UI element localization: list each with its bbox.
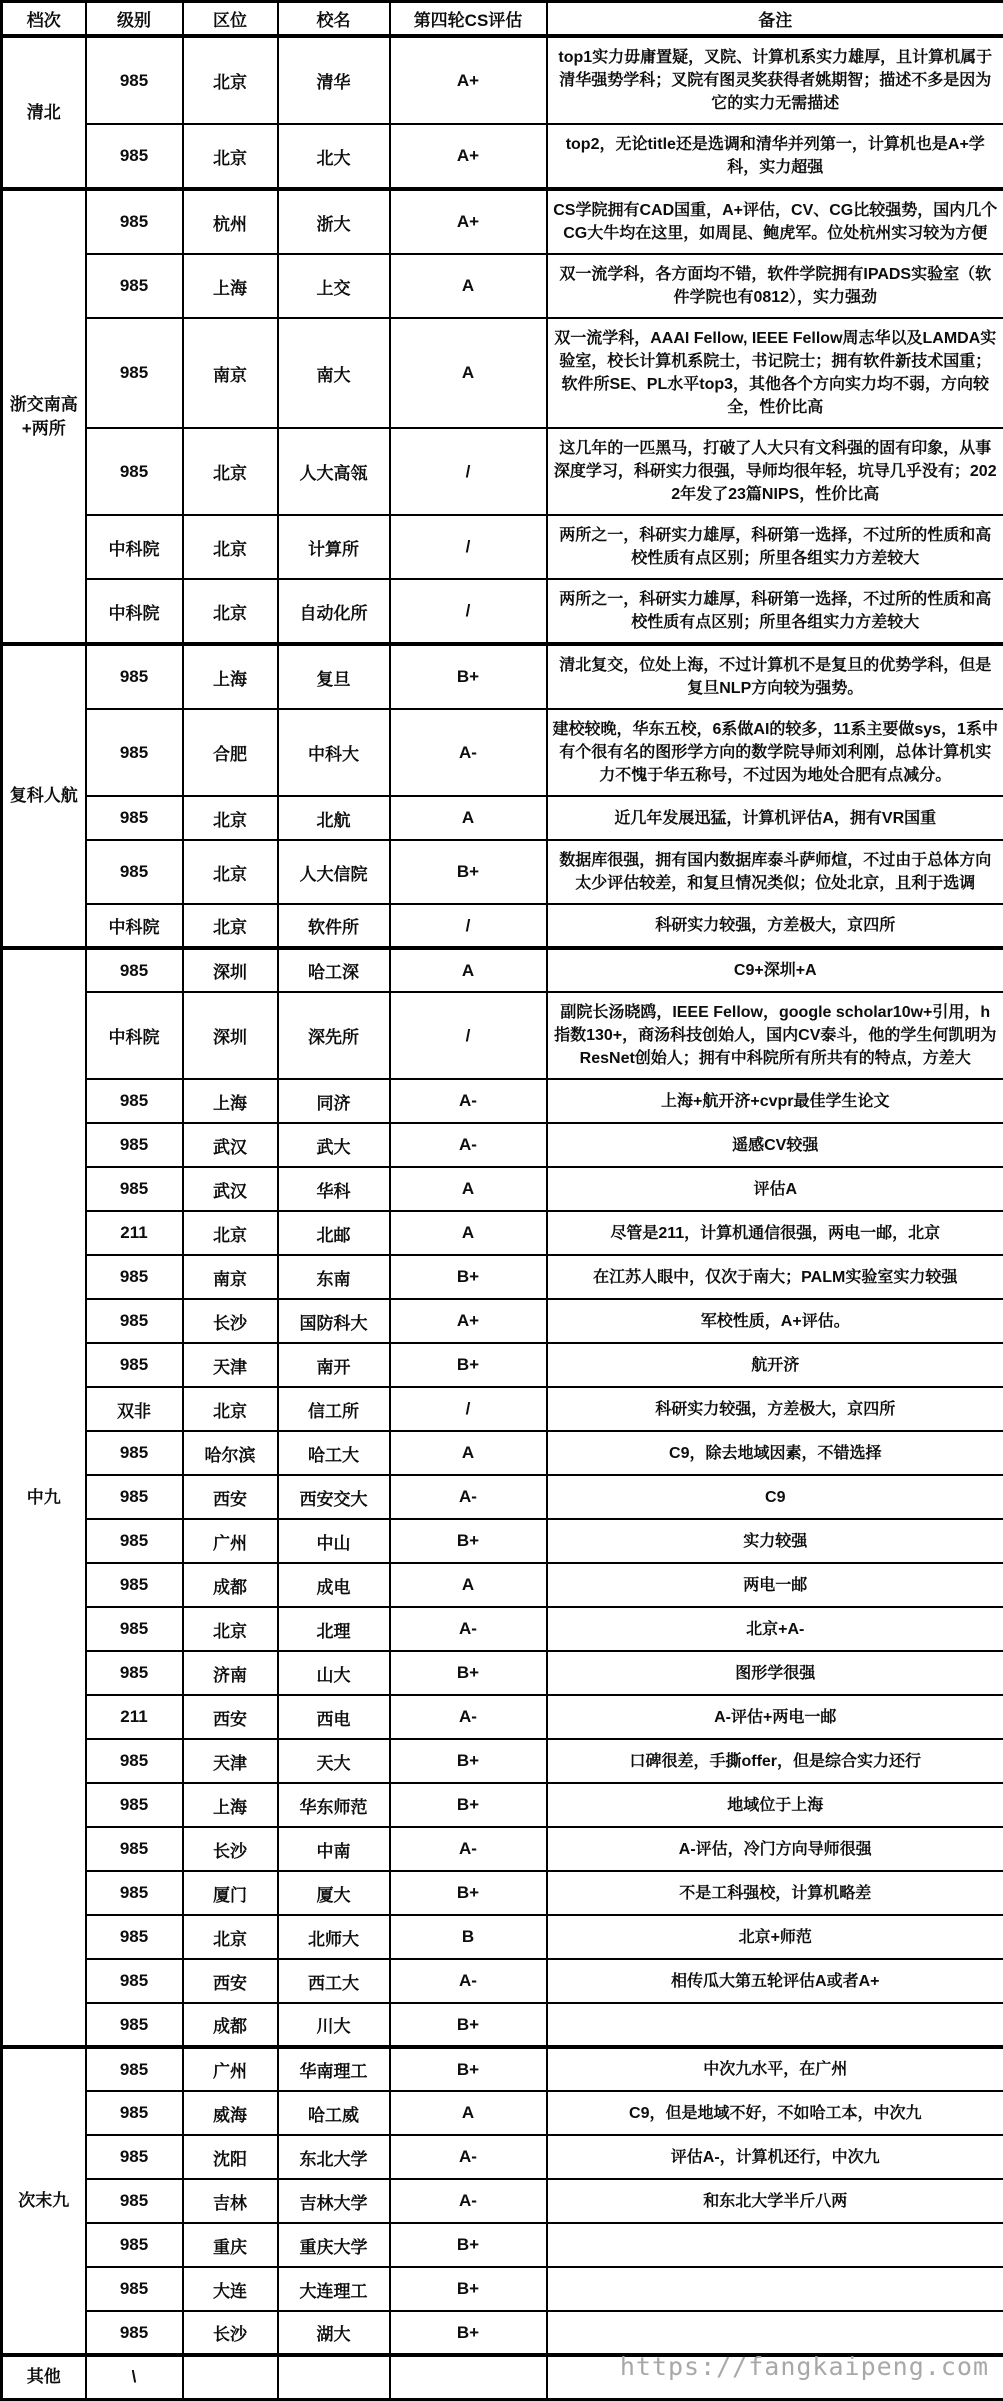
location-cell: 上海 xyxy=(183,644,278,709)
remark-cell: 实力较强 xyxy=(547,1519,1003,1563)
school-cell: 中南 xyxy=(278,1827,390,1871)
eval-cell: A xyxy=(390,948,547,992)
remark-cell: A-评估+两电一邮 xyxy=(547,1695,1003,1739)
level-cell: 985 xyxy=(86,1475,183,1519)
remark-cell: 北京+师范 xyxy=(547,1915,1003,1959)
location-cell: 北京 xyxy=(183,796,278,840)
school-cell: 哈工大 xyxy=(278,1431,390,1475)
level-cell: 985 xyxy=(86,254,183,318)
level-cell: 中科院 xyxy=(86,515,183,579)
location-cell: 天津 xyxy=(183,1343,278,1387)
table-row xyxy=(2,2355,1003,2399)
location-cell: 广州 xyxy=(183,2047,278,2091)
table-row xyxy=(2,709,1003,796)
table-row xyxy=(2,1431,1003,1475)
table-row xyxy=(2,1519,1003,1563)
table-row xyxy=(2,1167,1003,1211)
location-cell: 长沙 xyxy=(183,1299,278,1343)
remark-cell: 遥感CV较强 xyxy=(547,1123,1003,1167)
location-cell: 北京 xyxy=(183,1387,278,1431)
school-cell: 大连理工 xyxy=(278,2267,390,2311)
table-row xyxy=(2,796,1003,840)
remark-cell: 这几年的一匹黑马，打破了人大只有文科强的固有印象，从事深度学习，科研实力很强，导师均很年轻，坑导几乎没有；2022年发了23篇NIPS，性价比高 xyxy=(547,428,1003,515)
remark-cell: 不是工科强校，计算机略差 xyxy=(547,1871,1003,1915)
location-cell: 厦门 xyxy=(183,1871,278,1915)
level-cell: 985 xyxy=(86,796,183,840)
school-cell: 深先所 xyxy=(278,992,390,1079)
tier-label: 复科人航 xyxy=(2,644,86,948)
eval-cell: A+ xyxy=(390,189,547,254)
level-cell: 985 xyxy=(86,1299,183,1343)
eval-cell: B+ xyxy=(390,1519,547,1563)
location-cell: 杭州 xyxy=(183,189,278,254)
remark-cell: C9 xyxy=(547,1475,1003,1519)
eval-cell: A xyxy=(390,1211,547,1255)
remark-cell: top2，无论title还是选调和清华并列第一，计算机也是A+学科，实力超强 xyxy=(547,124,1003,189)
remark-cell xyxy=(547,2223,1003,2267)
tier-label: 其他 xyxy=(2,2355,86,2399)
school-cell: 中山 xyxy=(278,1519,390,1563)
table-row xyxy=(2,254,1003,318)
level-cell: 985 xyxy=(86,1079,183,1123)
table-row xyxy=(2,1387,1003,1431)
header-cs-evaluation: 第四轮CS评估 xyxy=(390,2,547,37)
school-cell: 湖大 xyxy=(278,2311,390,2355)
eval-cell: B+ xyxy=(390,1255,547,1299)
eval-cell: A xyxy=(390,1167,547,1211)
school-cell: 自动化所 xyxy=(278,579,390,644)
eval-cell: B+ xyxy=(390,1651,547,1695)
level-cell: 985 xyxy=(86,1343,183,1387)
level-cell: 985 xyxy=(86,2091,183,2135)
school-cell: 华东师范 xyxy=(278,1783,390,1827)
level-cell: 985 xyxy=(86,1915,183,1959)
table-row xyxy=(2,318,1003,428)
location-cell: 北京 xyxy=(183,36,278,124)
school-cell: 哈工深 xyxy=(278,948,390,992)
level-cell: 985 xyxy=(86,2179,183,2223)
remark-cell: 图形学很强 xyxy=(547,1651,1003,1695)
school-cell: 北大 xyxy=(278,124,390,189)
table-row xyxy=(2,2179,1003,2223)
table-row xyxy=(2,189,1003,254)
remark-cell: 双一流学科，各方面均不错，软件学院拥有IPADS实验室（软件学院也有0812），实力强劲 xyxy=(547,254,1003,318)
location-cell: 北京 xyxy=(183,904,278,948)
level-cell: 211 xyxy=(86,1211,183,1255)
remark-cell: 科研实力较强，方差极大，京四所 xyxy=(547,1387,1003,1431)
table-header xyxy=(2,2,1003,37)
header-tier: 档次 xyxy=(2,2,86,37)
remark-cell: 在江苏人眼中，仅次于南大；PALM实验室实力较强 xyxy=(547,1255,1003,1299)
header-level: 级别 xyxy=(86,2,183,37)
table-row xyxy=(2,644,1003,709)
school-cell: 成电 xyxy=(278,1563,390,1607)
school-cell: 厦大 xyxy=(278,1871,390,1915)
table-row xyxy=(2,2091,1003,2135)
location-cell: 西安 xyxy=(183,1959,278,2003)
level-cell: 985 xyxy=(86,2223,183,2267)
location-cell: 西安 xyxy=(183,1475,278,1519)
table-row xyxy=(2,1563,1003,1607)
remark-cell: C9，除去地域因素，不错选择 xyxy=(547,1431,1003,1475)
remark-cell: 科研实力较强，方差极大，京四所 xyxy=(547,904,1003,948)
level-cell: 985 xyxy=(86,318,183,428)
level-cell: 双非 xyxy=(86,1387,183,1431)
level-cell: 985 xyxy=(86,1959,183,2003)
eval-cell: B+ xyxy=(390,1783,547,1827)
table-row xyxy=(2,840,1003,904)
eval-cell xyxy=(390,2355,547,2399)
level-cell: 985 xyxy=(86,1651,183,1695)
school-cell: 东南 xyxy=(278,1255,390,1299)
school-cell: 信工所 xyxy=(278,1387,390,1431)
remark-cell: 中次九水平，在广州 xyxy=(547,2047,1003,2091)
location-cell: 天津 xyxy=(183,1739,278,1783)
location-cell: 成都 xyxy=(183,2003,278,2047)
school-cell: 川大 xyxy=(278,2003,390,2047)
table-row xyxy=(2,36,1003,124)
eval-cell: A- xyxy=(390,1123,547,1167)
eval-cell: B xyxy=(390,1915,547,1959)
school-cell: 重庆大学 xyxy=(278,2223,390,2267)
school-cell: 南开 xyxy=(278,1343,390,1387)
table-row xyxy=(2,1123,1003,1167)
table-row xyxy=(2,1211,1003,1255)
table-row xyxy=(2,1651,1003,1695)
eval-cell: A xyxy=(390,1431,547,1475)
eval-cell: B+ xyxy=(390,2311,547,2355)
eval-cell: A xyxy=(390,254,547,318)
tier-label: 清北 xyxy=(2,36,86,189)
eval-cell: B+ xyxy=(390,2223,547,2267)
table-row xyxy=(2,1343,1003,1387)
location-cell: 北京 xyxy=(183,840,278,904)
school-cell: 上交 xyxy=(278,254,390,318)
level-cell: 985 xyxy=(86,428,183,515)
remark-cell: 军校性质，A+评估。 xyxy=(547,1299,1003,1343)
eval-cell: A- xyxy=(390,1695,547,1739)
location-cell: 大连 xyxy=(183,2267,278,2311)
remark-cell: 航开济 xyxy=(547,1343,1003,1387)
school-cell: 复旦 xyxy=(278,644,390,709)
remark-cell: 上海+航开济+cvpr最佳学生论文 xyxy=(547,1079,1003,1123)
school-cell: 浙大 xyxy=(278,189,390,254)
remark-cell: A-评估，冷门方向导师很强 xyxy=(547,1827,1003,1871)
table-row xyxy=(2,992,1003,1079)
table-row xyxy=(2,1739,1003,1783)
eval-cell: B+ xyxy=(390,2003,547,2047)
eval-cell: A- xyxy=(390,1959,547,2003)
location-cell: 深圳 xyxy=(183,992,278,1079)
school-cell: 北航 xyxy=(278,796,390,840)
remark-cell: 数据库很强，拥有国内数据库泰斗萨师煊，不过由于总体方向太少评估较差，和复旦情况类似；位处北京，且利于选调 xyxy=(547,840,1003,904)
school-cell: 吉林大学 xyxy=(278,2179,390,2223)
table-body xyxy=(2,36,1003,2399)
table-row xyxy=(2,1827,1003,1871)
school-cell: 西安交大 xyxy=(278,1475,390,1519)
eval-cell: A- xyxy=(390,1079,547,1123)
remark-cell: 口碑很差，手撕offer，但是综合实力还行 xyxy=(547,1739,1003,1783)
level-cell: 985 xyxy=(86,1167,183,1211)
table-row xyxy=(2,579,1003,644)
location-cell: 长沙 xyxy=(183,2311,278,2355)
eval-cell: B+ xyxy=(390,1343,547,1387)
level-cell: 985 xyxy=(86,2047,183,2091)
location-cell: 深圳 xyxy=(183,948,278,992)
table-row xyxy=(2,1299,1003,1343)
eval-cell: B+ xyxy=(390,2047,547,2091)
school-cell: 西电 xyxy=(278,1695,390,1739)
eval-cell: A xyxy=(390,318,547,428)
table-row xyxy=(2,428,1003,515)
header-remark: 备注 xyxy=(547,2,1003,37)
remark-cell: 北京+A- xyxy=(547,1607,1003,1651)
table-row xyxy=(2,1871,1003,1915)
location-cell: 吉林 xyxy=(183,2179,278,2223)
eval-cell: B+ xyxy=(390,1739,547,1783)
location-cell xyxy=(183,2355,278,2399)
level-cell: 985 xyxy=(86,709,183,796)
eval-cell: A- xyxy=(390,1475,547,1519)
eval-cell: A- xyxy=(390,1827,547,1871)
remark-cell: top1实力毋庸置疑，叉院、计算机系实力雄厚，且计算机属于清华强势学科；叉院有图灵奖获得者姚期智；描述不多是因为它的实力无需描述 xyxy=(547,36,1003,124)
remark-cell: 地域位于上海 xyxy=(547,1783,1003,1827)
remark-cell: 相传瓜大第五轮评估A或者A+ xyxy=(547,1959,1003,2003)
remark-cell xyxy=(547,2311,1003,2355)
table-row xyxy=(2,2267,1003,2311)
level-cell: 985 xyxy=(86,2003,183,2047)
location-cell: 合肥 xyxy=(183,709,278,796)
remark-cell: C9+深圳+A xyxy=(547,948,1003,992)
table-row xyxy=(2,1607,1003,1651)
location-cell: 北京 xyxy=(183,428,278,515)
location-cell: 武汉 xyxy=(183,1167,278,1211)
level-cell: 985 xyxy=(86,1123,183,1167)
table-row xyxy=(2,1255,1003,1299)
level-cell: 985 xyxy=(86,1607,183,1651)
table-row xyxy=(2,1915,1003,1959)
remark-cell: 评估A xyxy=(547,1167,1003,1211)
level-cell: 211 xyxy=(86,1695,183,1739)
eval-cell: A+ xyxy=(390,124,547,189)
table-row xyxy=(2,2003,1003,2047)
remark-cell: 两所之一，科研实力雄厚，科研第一选择，不过所的性质和高校性质有点区别；所里各组实力方差较大 xyxy=(547,579,1003,644)
table-row xyxy=(2,124,1003,189)
location-cell: 成都 xyxy=(183,1563,278,1607)
remark-cell: CS学院拥有CAD国重，A+评估，CV、CG比较强势，国内几个CG大牛均在这里，如周昆、鲍虎军。位处杭州实习较为方便 xyxy=(547,189,1003,254)
location-cell: 北京 xyxy=(183,1915,278,1959)
remark-cell: 和东北大学半斤八两 xyxy=(547,2179,1003,2223)
eval-cell: / xyxy=(390,1387,547,1431)
level-cell: 985 xyxy=(86,2267,183,2311)
eval-cell: A+ xyxy=(390,36,547,124)
remark-cell xyxy=(547,2003,1003,2047)
remark-cell: 两电一邮 xyxy=(547,1563,1003,1607)
level-cell: 985 xyxy=(86,840,183,904)
remark-cell: 近几年发展迅猛，计算机评估A，拥有VR国重 xyxy=(547,796,1003,840)
table-row xyxy=(2,948,1003,992)
school-cell xyxy=(278,2355,390,2399)
location-cell: 南京 xyxy=(183,1255,278,1299)
level-cell: 985 xyxy=(86,1827,183,1871)
table-row xyxy=(2,1783,1003,1827)
header-row xyxy=(2,2,1003,37)
level-cell: \ xyxy=(86,2355,183,2399)
school-cell: 中科大 xyxy=(278,709,390,796)
eval-cell: A xyxy=(390,796,547,840)
school-cell: 国防科大 xyxy=(278,1299,390,1343)
location-cell: 广州 xyxy=(183,1519,278,1563)
location-cell: 武汉 xyxy=(183,1123,278,1167)
eval-cell: A xyxy=(390,1563,547,1607)
location-cell: 上海 xyxy=(183,254,278,318)
school-cell: 东北大学 xyxy=(278,2135,390,2179)
remark-cell: 清北复交，位处上海，不过计算机不是复旦的优势学科，但是复旦NLP方向较为强势。 xyxy=(547,644,1003,709)
school-cell: 山大 xyxy=(278,1651,390,1695)
school-cell: 软件所 xyxy=(278,904,390,948)
table-row xyxy=(2,904,1003,948)
tier-label: 浙交南高+两所 xyxy=(2,189,86,644)
school-cell: 武大 xyxy=(278,1123,390,1167)
table-row xyxy=(2,1079,1003,1123)
location-cell: 北京 xyxy=(183,1607,278,1651)
location-cell: 上海 xyxy=(183,1783,278,1827)
location-cell: 哈尔滨 xyxy=(183,1431,278,1475)
location-cell: 济南 xyxy=(183,1651,278,1695)
level-cell: 985 xyxy=(86,189,183,254)
eval-cell: A- xyxy=(390,709,547,796)
level-cell: 985 xyxy=(86,36,183,124)
location-cell: 重庆 xyxy=(183,2223,278,2267)
level-cell: 985 xyxy=(86,124,183,189)
eval-cell: A- xyxy=(390,1607,547,1651)
location-cell: 北京 xyxy=(183,579,278,644)
remark-cell: 两所之一，科研实力雄厚，科研第一选择，不过所的性质和高校性质有点区别；所里各组实力方差较大 xyxy=(547,515,1003,579)
level-cell: 985 xyxy=(86,1871,183,1915)
table-row xyxy=(2,1695,1003,1739)
table-row xyxy=(2,1959,1003,2003)
level-cell: 985 xyxy=(86,1255,183,1299)
level-cell: 985 xyxy=(86,644,183,709)
level-cell: 985 xyxy=(86,1563,183,1607)
remark-cell: 尽管是211，计算机通信很强，两电一邮，北京 xyxy=(547,1211,1003,1255)
eval-cell: / xyxy=(390,992,547,1079)
eval-cell: B+ xyxy=(390,644,547,709)
eval-cell: / xyxy=(390,579,547,644)
table-row xyxy=(2,2047,1003,2091)
remark-cell: 副院长汤晓鸥，IEEE Fellow，google scholar10w+引用，h指数130+，商汤科技创始人，国内CV泰斗，他的学生何凯明为ResNet创始人；拥有中科院所有所共有的特点，方差大 xyxy=(547,992,1003,1079)
header-location: 区位 xyxy=(183,2,278,37)
location-cell: 南京 xyxy=(183,318,278,428)
school-cell: 南大 xyxy=(278,318,390,428)
level-cell: 985 xyxy=(86,1783,183,1827)
school-cell: 西工大 xyxy=(278,1959,390,2003)
school-cell: 计算所 xyxy=(278,515,390,579)
school-cell: 同济 xyxy=(278,1079,390,1123)
remark-cell: 双一流学科，AAAI Fellow, IEEE Fellow周志华以及LAMDA实验室，校长计算机系院士，书记院士；拥有软件新技术国重；软件所SE、PL水平top3，其他各个方向实力均不弱，方向较全，性价比高 xyxy=(547,318,1003,428)
table-row xyxy=(2,1475,1003,1519)
level-cell: 985 xyxy=(86,1519,183,1563)
table-row xyxy=(2,2311,1003,2355)
location-cell: 长沙 xyxy=(183,1827,278,1871)
level-cell: 中科院 xyxy=(86,992,183,1079)
remark-cell: 评估A-，计算机还行，中次九 xyxy=(547,2135,1003,2179)
school-cell: 人大高瓴 xyxy=(278,428,390,515)
remark-cell xyxy=(547,2355,1003,2399)
remark-cell: 建校较晚，华东五校，6系做AI的较多，11系主要做sys，1系中有个很有名的图形学方向的数学院导师刘利刚，总体计算机实力不愧于华五称号，不过因为地处合肥有点减分。 xyxy=(547,709,1003,796)
level-cell: 985 xyxy=(86,2135,183,2179)
level-cell: 985 xyxy=(86,948,183,992)
school-cell: 人大信院 xyxy=(278,840,390,904)
school-cell: 清华 xyxy=(278,36,390,124)
school-cell: 北师大 xyxy=(278,1915,390,1959)
school-cell: 天大 xyxy=(278,1739,390,1783)
header-school: 校名 xyxy=(278,2,390,37)
location-cell: 北京 xyxy=(183,515,278,579)
watermark: https://fangkaipeng.com xyxy=(620,2352,989,2381)
location-cell: 威海 xyxy=(183,2091,278,2135)
eval-cell: A+ xyxy=(390,1299,547,1343)
school-cell: 华科 xyxy=(278,1167,390,1211)
location-cell: 北京 xyxy=(183,124,278,189)
school-cell: 北邮 xyxy=(278,1211,390,1255)
level-cell: 985 xyxy=(86,1739,183,1783)
eval-cell: B+ xyxy=(390,2267,547,2311)
location-cell: 北京 xyxy=(183,1211,278,1255)
location-cell: 上海 xyxy=(183,1079,278,1123)
level-cell: 985 xyxy=(86,2311,183,2355)
location-cell: 沈阳 xyxy=(183,2135,278,2179)
table-row xyxy=(2,2135,1003,2179)
school-cell: 哈工威 xyxy=(278,2091,390,2135)
eval-cell: B+ xyxy=(390,840,547,904)
remark-cell xyxy=(547,2267,1003,2311)
eval-cell: / xyxy=(390,515,547,579)
remark-cell: C9，但是地域不好，不如哈工本，中次九 xyxy=(547,2091,1003,2135)
eval-cell: / xyxy=(390,428,547,515)
eval-cell: A xyxy=(390,2091,547,2135)
table-row xyxy=(2,515,1003,579)
level-cell: 985 xyxy=(86,1431,183,1475)
eval-cell: / xyxy=(390,904,547,948)
location-cell: 西安 xyxy=(183,1695,278,1739)
eval-cell: A- xyxy=(390,2179,547,2223)
tier-label: 次末九 xyxy=(2,2047,86,2355)
level-cell: 中科院 xyxy=(86,904,183,948)
eval-cell: B+ xyxy=(390,1871,547,1915)
school-cell: 北理 xyxy=(278,1607,390,1651)
school-cell: 华南理工 xyxy=(278,2047,390,2091)
eval-cell: A- xyxy=(390,2135,547,2179)
level-cell: 中科院 xyxy=(86,579,183,644)
tier-label: 中九 xyxy=(2,948,86,2047)
table-row xyxy=(2,2223,1003,2267)
